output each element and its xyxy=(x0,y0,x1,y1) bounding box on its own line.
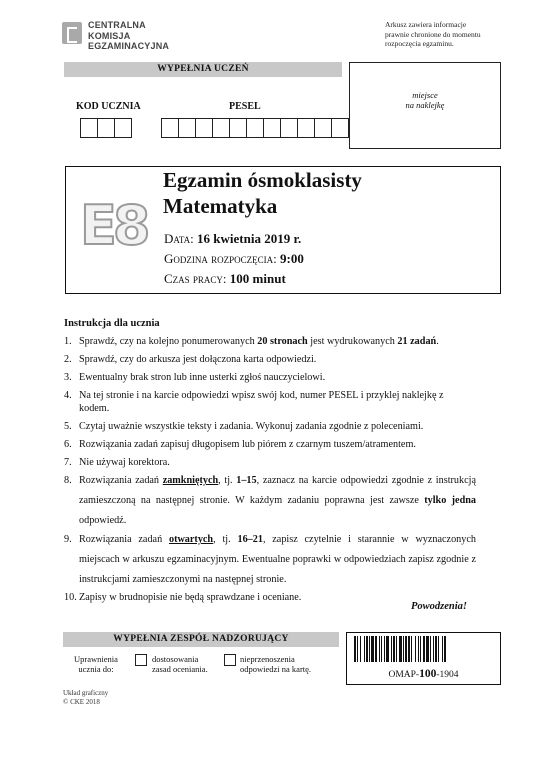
supervisor-section-bar: WYPEŁNIA ZESPÓŁ NADZORUJĄCY xyxy=(63,632,339,647)
pesel-box[interactable] xyxy=(195,118,213,138)
instruction-item xyxy=(64,534,476,587)
footer-line: Układ graficzny xyxy=(63,689,109,697)
instruction-text: Na tej stronie i na karcie odpowiedzi wpisz swój kod, numer PESEL i przyklej naklejkę z kodem. xyxy=(79,390,444,414)
instruction-number: 6. xyxy=(64,438,72,450)
sticker-area-label xyxy=(349,90,501,110)
barcode-bar xyxy=(391,636,392,662)
sheet-confidential-note xyxy=(385,20,481,49)
student-code-box[interactable] xyxy=(80,118,98,138)
exam-date-label: Data: xyxy=(164,231,194,246)
exam-subject: Matematyka xyxy=(163,194,278,218)
instruction-number: 9. xyxy=(64,533,72,545)
barcode-bar xyxy=(415,636,416,662)
barcode-bar xyxy=(405,636,407,662)
sticker-label-line: na naklejkę xyxy=(405,100,445,110)
barcode-bar xyxy=(396,636,397,662)
barcode-bar xyxy=(408,636,410,662)
barcode-bar xyxy=(366,636,368,662)
instruction-item xyxy=(64,372,476,385)
pesel-box[interactable] xyxy=(178,118,196,138)
pesel-box[interactable] xyxy=(161,118,179,138)
exam-date xyxy=(164,231,301,247)
pesel-field[interactable] xyxy=(162,118,349,138)
pesel-box[interactable] xyxy=(314,118,332,138)
barcode-bar xyxy=(423,636,425,662)
pesel-label: PESEL xyxy=(229,101,261,112)
pesel-box[interactable] xyxy=(212,118,230,138)
sheet-code-prefix: OMAP- xyxy=(388,670,420,680)
no-answer-transfer-checkbox[interactable] xyxy=(224,654,236,666)
instruction-number: 3. xyxy=(64,372,72,384)
good-luck-text: Powodzenia! xyxy=(411,601,468,612)
instruction-number: 2. xyxy=(64,354,72,366)
option-line: dostosowania xyxy=(152,654,199,664)
barcode-bar xyxy=(438,636,439,662)
org-name-line: KOMISJA xyxy=(88,30,131,41)
pesel-box[interactable] xyxy=(229,118,247,138)
instruction-item xyxy=(64,475,476,528)
sheet-code-suffix: -1904 xyxy=(436,670,459,680)
exam-start-time xyxy=(164,251,304,267)
barcode-bar xyxy=(386,636,389,662)
cke-logo-icon xyxy=(62,22,82,44)
exam-start-label: Godzina rozpoczęcia: xyxy=(164,251,277,266)
org-name xyxy=(88,20,169,52)
barcode-bar xyxy=(375,636,377,662)
footer-credit xyxy=(63,689,108,706)
barcode-bar xyxy=(399,636,402,662)
footer-line: © CKE 2018 xyxy=(63,697,100,706)
instruction-text: Nie używaj korektora. xyxy=(79,457,170,469)
barcode-bar xyxy=(371,636,374,662)
barcode-bar xyxy=(442,636,443,662)
sheet-info-line: rozpoczęcia egzaminu. xyxy=(385,39,454,48)
exam-duration-label: Czas pracy: xyxy=(164,271,227,286)
privileges-label xyxy=(64,654,128,674)
barcode-bar xyxy=(393,636,395,662)
barcode-bar xyxy=(357,636,358,662)
instructions-list xyxy=(64,336,476,610)
student-code-box[interactable] xyxy=(114,118,132,138)
instruction-number: 8. xyxy=(64,475,72,487)
instruction-item xyxy=(64,390,476,415)
barcode-bar xyxy=(360,636,361,662)
instructions-title: Instrukcja dla ucznia xyxy=(64,318,160,329)
barcode-bar xyxy=(379,636,380,662)
instruction-number: 5. xyxy=(64,420,72,432)
student-section-bar: WYPEŁNIA UCZEŃ xyxy=(64,62,342,77)
instruction-text: Rozwiązania zadań otwartych, tj. 16–21, zapisz czytelnie i starannie w wyznaczonych miejscach w arkuszu egzaminacyjnym. Ewentualne poprawki w odpowiedziach zapisz zgodnie z instrukcjami zamieszczonymi na następnej stronie. xyxy=(79,533,476,585)
pesel-box[interactable] xyxy=(331,118,349,138)
option-line: odpowiedzi na kartę. xyxy=(240,664,312,674)
org-name-line: EGZAMINACYJNA xyxy=(88,41,170,51)
instruction-number: 7. xyxy=(64,457,72,469)
barcode-bar xyxy=(430,636,431,662)
option-line: nieprzenoszenia xyxy=(240,654,295,664)
barcode-bar xyxy=(364,636,365,662)
exam-duration-value: 100 minut xyxy=(229,271,286,286)
barcode-bar xyxy=(381,636,382,662)
pesel-box[interactable] xyxy=(297,118,315,138)
exam-date-value: 16 kwietnia 2019 r. xyxy=(197,231,302,246)
barcode-bar xyxy=(354,636,356,662)
exam-start-value: 9:00 xyxy=(280,251,304,266)
barcode-bar xyxy=(384,636,385,662)
student-code-field[interactable] xyxy=(81,118,132,138)
no-answer-transfer-label xyxy=(240,654,311,674)
instruction-text: Ewentualny brak stron lub inne usterki zgłoś nauczycielowi. xyxy=(79,372,326,384)
barcode-bar xyxy=(444,636,446,662)
pesel-box[interactable] xyxy=(263,118,281,138)
instruction-text: Czytaj uważnie wszystkie teksty i zadania. Wykonuj zadania zgodnie z poleceniami. xyxy=(79,420,424,432)
barcode-bar xyxy=(418,636,419,662)
scoring-adjustment-checkbox[interactable] xyxy=(135,654,147,666)
instruction-item xyxy=(64,457,476,470)
instruction-item xyxy=(64,439,476,452)
privileges-line: Uprawnienia xyxy=(74,654,118,664)
barcode-bar xyxy=(411,636,412,662)
barcode-bar xyxy=(435,636,437,662)
instruction-text: Sprawdź, czy do arkusza jest dołączona karta odpowiedzi. xyxy=(79,354,317,366)
instruction-number: 1. xyxy=(64,336,72,347)
sheet-info-line: prawnie chronione do momentu xyxy=(385,29,481,39)
instruction-item xyxy=(64,421,476,434)
barcode-bar xyxy=(369,636,370,662)
org-name-line: CENTRALNA xyxy=(88,20,146,30)
sheet-info-line: Arkusz zawiera informacje xyxy=(385,20,467,29)
sheet-code-number: 100 xyxy=(419,668,437,680)
student-code-box[interactable] xyxy=(97,118,115,138)
exam-title: Egzamin ósmoklasisty xyxy=(163,168,362,192)
barcode-bar xyxy=(433,636,434,662)
barcode-bar xyxy=(403,636,404,662)
instruction-item xyxy=(64,336,476,349)
instruction-text: Sprawdź, czy na kolejno ponumerowanych 20 stronach jest wydrukowanych 21 zadań. xyxy=(79,336,439,347)
instruction-number: 4. xyxy=(64,390,72,402)
student-code-label: KOD UCZNIA xyxy=(76,101,141,112)
barcode-bar xyxy=(420,636,421,662)
privileges-line: ucznia do: xyxy=(78,664,114,674)
instruction-number: 10. xyxy=(64,592,77,604)
sticker-label-line: miejsce xyxy=(412,90,438,100)
pesel-box[interactable] xyxy=(246,118,264,138)
instruction-item xyxy=(64,354,476,367)
instruction-text: Rozwiązania zadań zapisuj długopisem lub piórem z czarnym tuszem/atramentem. xyxy=(79,438,416,450)
instruction-text: Rozwiązania zadań zamkniętych, tj. 1–15, zaznacz na karcie odpowiedzi zgodnie z instrukcją zamieszczoną na następnej stronie. W każdym zadaniu poprawna jest zawsze tylko jedna odpowiedź. xyxy=(79,475,476,527)
option-line: zasad oceniania. xyxy=(152,664,208,674)
barcode-bar xyxy=(426,636,429,662)
instruction-text: Zapisy w brudnopisie nie będą sprawdzane i oceniane. xyxy=(79,592,302,604)
exam-duration xyxy=(164,271,286,287)
e8-logo: E8 xyxy=(80,194,147,257)
pesel-box[interactable] xyxy=(280,118,298,138)
barcode-icon xyxy=(354,636,493,662)
sheet-code xyxy=(346,668,501,681)
scoring-adjustment-label xyxy=(152,654,208,674)
